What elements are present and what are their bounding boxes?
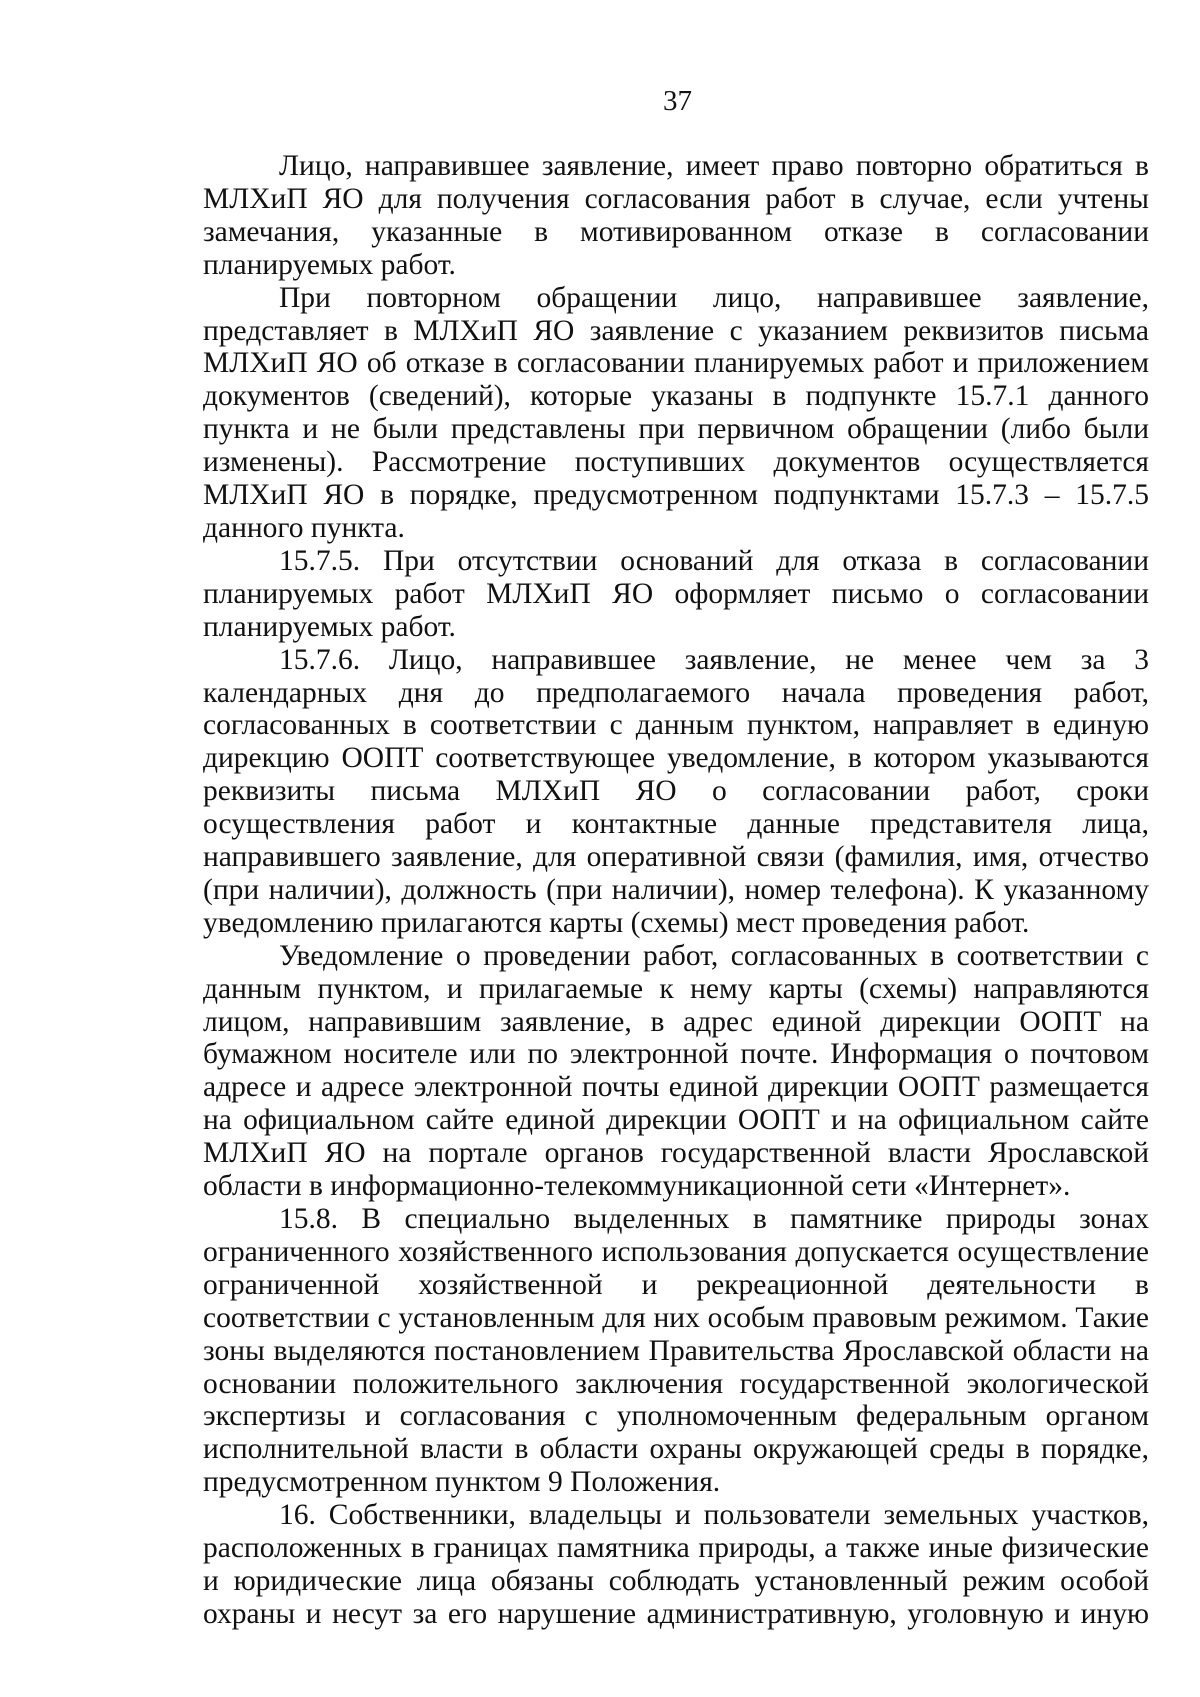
paragraph-15-8: 15.8. В специально выделенных в памятнике природы зонах ограниченного хозяйственного использования допускается осуществление ограниченной хозяйственной и рекреационной деятельности в соответствии с установленным для них особым правовым режимом. Такие зоны выделяются постановлением Правительства Ярославской области на основании положительного заключения государственной экологической экспертизы и согласования с уполномоченным федеральным органом исполнительной власти в области охраны окружающей среды в порядке, предусмотренном пунктом 9 Положения. bbox=[203, 1203, 1149, 1499]
document-body bbox=[203, 150, 1149, 1631]
paragraph-15-7-5: 15.7.5. При отсутствии оснований для отказа в согласовании планируемых работ МЛХиП ЯО оформляет письмо о согласовании планируемых работ. bbox=[203, 544, 1149, 643]
paragraph-15-7-6: 15.7.6. Лицо, направившее заявление, не менее чем за 3 календарных дня до предполагаемого начала проведения работ, согласованных в соответствии с данным пунктом, направляет в единую дирекцию ООПТ соответствующее уведомление, в котором указываются реквизиты письма МЛХиП ЯО о согласовании работ, сроки осуществления работ и контактные данные представителя лица, направившего заявление, для оперативной связи (фамилия, имя, отчество (при наличии), должность (при наличии), номер телефона). К указанному уведомлению прилагаются карты (схемы) мест проведения работ. bbox=[203, 643, 1149, 939]
paragraph-notification: Уведомление о проведении работ, согласованных в соответствии с данным пунктом, и прилагаемые к нему карты (схемы) направляются лицом, направившим заявление, в адрес единой дирекции ООПТ на бумажном носителе или по электронной почте. Информация о почтовом адресе и адресе электронной почты единой дирекции ООПТ размещается на официальном сайте единой дирекции ООПТ и на официальном сайте МЛХиП ЯО на портале органов государственной власти Ярославской области в информационно-телекоммуникационной сети «Интернет». bbox=[203, 939, 1149, 1203]
paragraph-16: 16. Собственники, владельцы и пользователи земельных участков, расположенных в границах памятника природы, а также иные физические и юридические лица обязаны соблюдать установленный режим особой охраны и несут за его нарушение административную, уголовную и иную bbox=[203, 1499, 1149, 1630]
paragraph-repeat-application: Лицо, направившее заявление, имеет право повторно обратиться в МЛХиП ЯО для получения согласования работ в случае, если учтены замечания, указанные в мотивированном отказе в согласовании планируемых работ. bbox=[203, 150, 1149, 281]
paragraph-repeat-procedure: При повторном обращении лицо, направившее заявление, представляет в МЛХиП ЯО заявление с указанием реквизитов письма МЛХиП ЯО об отказе в согласовании планируемых работ и приложением документов (сведений), которые указаны в подпункте 15.7.1 данного пункта и не были представлены при первичном обращении (либо были изменены). Рассмотрение поступивших документов осуществляется МЛХиП ЯО в порядке, предусмотренном подпунктами 15.7.3 – 15.7.5 данного пункта. bbox=[203, 281, 1149, 544]
page-number: 37 bbox=[663, 85, 692, 117]
